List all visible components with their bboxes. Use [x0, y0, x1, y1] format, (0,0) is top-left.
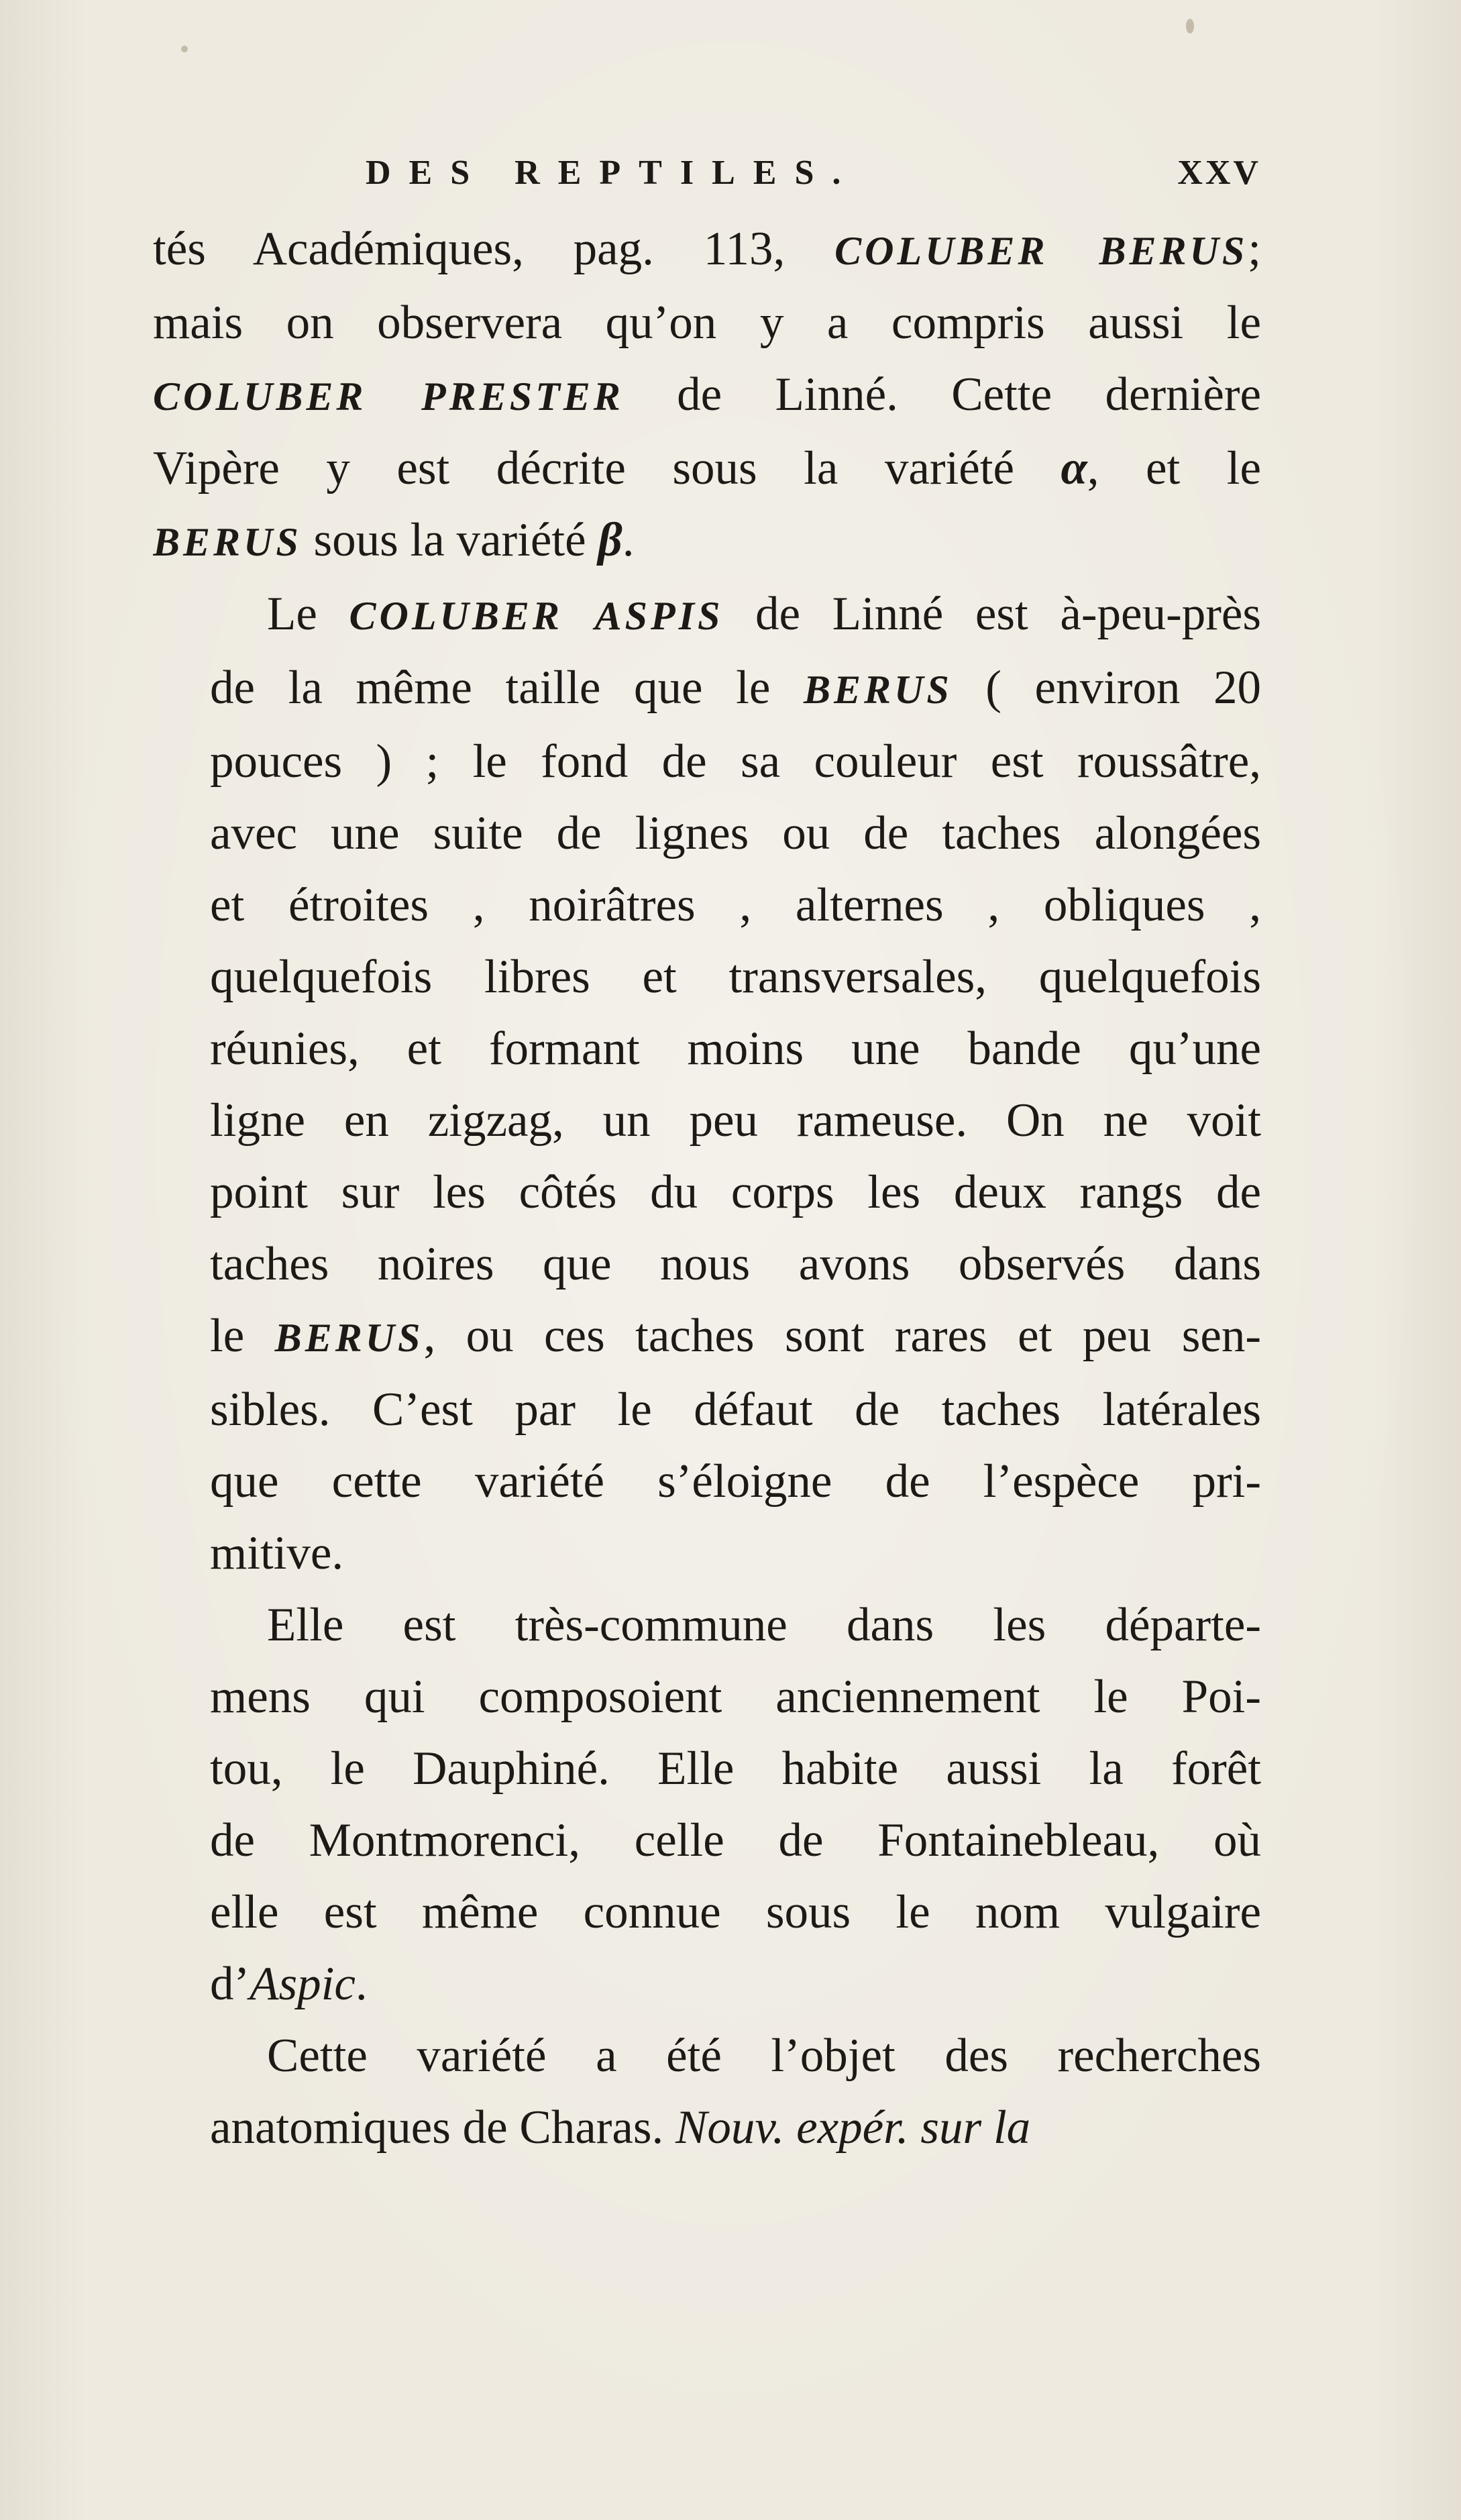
text-segment: . — [622, 514, 635, 566]
text-segment: Cette variété a été l’objet des recherches — [267, 2030, 1261, 2082]
text-segment: tés Académiques, pag. 113, — [153, 223, 835, 275]
text-segment: de Linné est à-peu-près — [723, 588, 1261, 640]
text-segment: de Linné. Cette dernière — [623, 368, 1261, 421]
text-line — [153, 652, 1261, 726]
paragraph-1 — [153, 213, 1261, 578]
text-segment: , ou ces taches sont rares et peu sen- — [423, 1310, 1261, 1362]
text-segment: ; — [1248, 223, 1261, 275]
text-segment: taches noires que nous avons observés dans — [210, 1238, 1261, 1290]
text-line — [153, 1157, 1261, 1228]
text-line — [153, 1013, 1261, 1085]
species-name: COLUBER BERUS — [834, 229, 1248, 273]
page-number: XXV — [1177, 154, 1261, 192]
text-line — [153, 1085, 1261, 1157]
text-segment: elle est même connue sous le nom vulgaire — [210, 1886, 1261, 1938]
variety-letter: β — [598, 514, 623, 566]
italic-text: Aspic — [250, 1958, 356, 2010]
text-line — [153, 1446, 1261, 1518]
text-segment: sibles. C’est par le défaut de taches latérales — [210, 1383, 1261, 1436]
paper-spot — [181, 46, 188, 52]
text-line — [153, 1518, 1261, 1589]
text-segment: et étroites , noirâtres , alternes , obliques , — [210, 879, 1261, 931]
text-segment: le — [210, 1310, 275, 1362]
text-line — [153, 798, 1261, 870]
species-name: COLUBER PRESTER — [153, 374, 624, 419]
text-segment: Vipère y est décrite sous la variété — [153, 442, 1061, 494]
text-line — [153, 1805, 1261, 1877]
text-segment: de Montmorenci, celle de Fontainebleau, où — [210, 1814, 1261, 1867]
text-segment: avec une suite de lignes ou de taches alongées — [210, 807, 1261, 859]
text-segment: quelquefois libres et transversales, quelquefois — [210, 951, 1261, 1003]
text-line — [153, 1877, 1261, 1948]
text-segment: Elle est très-commune dans les départe- — [267, 1599, 1261, 1651]
text-segment: pouces ) ; le fond de sa couleur est roussâtre, — [210, 735, 1261, 788]
text-line — [153, 1228, 1261, 1300]
page-header — [366, 153, 1261, 200]
text-line — [153, 359, 1261, 433]
variety-letter: α — [1061, 442, 1087, 494]
running-title: DES REPTILES. — [366, 154, 859, 192]
text-segment: réunies, et formant moins une bande qu’une — [210, 1022, 1261, 1075]
text-segment: Le — [267, 588, 349, 640]
text-segment: que cette variété s’éloigne de l’espèce pri- — [210, 1455, 1261, 1508]
text-segment: sous la variété — [301, 514, 598, 566]
text-segment: ligne en zigzag, un peu rameuse. On ne voit — [210, 1094, 1261, 1147]
text-segment: . — [355, 1958, 368, 2010]
text-line — [153, 1733, 1261, 1805]
text-line — [153, 1589, 1261, 1661]
text-segment: de la même taille que le — [210, 662, 804, 714]
text-line — [153, 870, 1261, 941]
text-segment: point sur les côtés du corps les deux rangs de — [210, 1166, 1261, 1218]
text-segment: mais on observera qu’on y a compris aussi le — [153, 297, 1261, 349]
text-line — [153, 941, 1261, 1013]
text-segment: mitive. — [210, 1527, 344, 1579]
species-name: BERUS — [803, 668, 953, 712]
text-segment: ( environ 20 — [952, 662, 1261, 714]
text-line — [153, 1374, 1261, 1446]
text-line — [153, 726, 1261, 798]
paragraph-3 — [153, 1589, 1261, 2020]
text-line — [153, 2092, 1261, 2164]
paper-spot — [1186, 19, 1194, 34]
species-name: BERUS — [274, 1316, 424, 1360]
text-line — [153, 433, 1261, 505]
text-line — [153, 1661, 1261, 1733]
text-line — [153, 578, 1261, 652]
paragraph-4 — [153, 2020, 1261, 2164]
text-segment: anatomiques de Charas. — [210, 2101, 676, 2154]
italic-text: Nouv. expér. sur la — [675, 2101, 1031, 2154]
body-text — [153, 213, 1261, 2164]
text-line — [153, 505, 1261, 578]
text-segment: mens qui composoient anciennement le Poi- — [210, 1671, 1261, 1723]
paragraph-2 — [153, 578, 1261, 1589]
species-name: BERUS — [153, 520, 302, 564]
text-segment: tou, le Dauphiné. Elle habite aussi la forêt — [210, 1742, 1261, 1795]
species-name: COLUBER ASPIS — [349, 594, 724, 638]
text-segment: , et le — [1087, 442, 1261, 494]
text-line — [153, 287, 1261, 359]
text-line — [153, 2020, 1261, 2092]
text-line — [153, 1300, 1261, 1374]
text-line — [153, 213, 1261, 287]
text-line — [153, 1948, 1261, 2020]
text-segment: d’ — [210, 1958, 250, 2010]
